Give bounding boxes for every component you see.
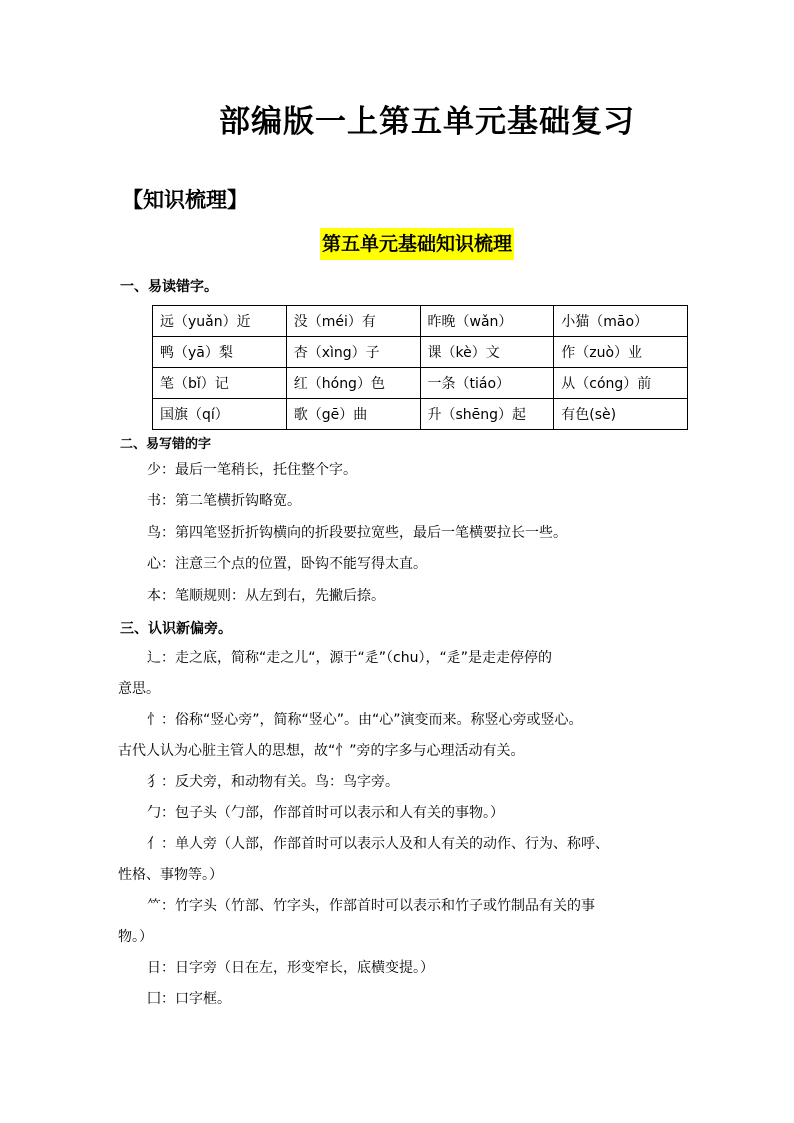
rule-item: 少：最后一笔稍长，托住整个字。 — [147, 462, 357, 478]
table-cell: 课（kè）文 — [420, 337, 554, 368]
table-row — [153, 399, 688, 430]
table-cell: 从（cóng）前 — [554, 368, 688, 399]
rule-item: 鸟：第四笔竖折折钩横向的折段要拉宽些，最后一笔横要拉长一些。 — [147, 525, 567, 541]
table-cell: 有色(sè) — [554, 399, 688, 430]
table-cell: 笔（bǐ）记 — [153, 368, 287, 399]
page-title: 部编版一上第五单元基础复习 — [219, 104, 635, 140]
table-cell: 杏（xìng）子 — [286, 337, 420, 368]
radical-line: 物。） — [118, 929, 153, 945]
rule-item: 心：注意三个点的位置，卧钩不能写得太直。 — [147, 556, 427, 572]
table-cell: 小猫（māo） — [554, 306, 688, 337]
radical-line: 囗：口字框。 — [147, 991, 231, 1007]
highlight-heading-wrap — [0, 228, 794, 260]
radical-line: 勹：包子头（勹部，作部首时可以表示和人有关的事物。） — [147, 805, 504, 821]
radical-line: ⺮：竹字头（竹部、竹字头，作部首时可以表示和竹子或竹制品有关的事 — [147, 898, 595, 914]
radical-line: 犭：反犬旁，和动物有关。鸟：鸟字旁。 — [147, 774, 399, 790]
radical-line: 亻：单人旁（人部，作部首时可以表示人及和人有关的动作、行为、称呼、 — [147, 836, 609, 852]
radical-line: 忄：俗称“竖心旁”，简称“竖心”。由“心”演变而来。称竖心旁或竖心。 — [147, 712, 583, 728]
rule-item: 书：第二笔横折钩略宽。 — [147, 493, 301, 509]
radical-line: 性格、事物等。） — [118, 867, 223, 883]
part3-heading: 三、认识新偏旁。 — [120, 621, 232, 637]
table-cell: 昨晚（wǎn） — [420, 306, 554, 337]
table-cell: 歌（gē）曲 — [286, 399, 420, 430]
part2-heading: 二、易写错的字 — [120, 437, 212, 452]
radical-line: 辶：走之底，简称“走之儿“，源于“辵”（chu），“辵”是走走停停的 — [147, 650, 552, 666]
table-cell: 一条（tiáo） — [420, 368, 554, 399]
table-cell: 没（méi）有 — [286, 306, 420, 337]
rule-item: 本：笔顺规则：从左到右，先撇后捺。 — [147, 588, 385, 604]
table-cell: 红（hóng）色 — [286, 368, 420, 399]
table-row — [153, 306, 688, 337]
table-cell: 升（shēng）起 — [420, 399, 554, 430]
table-cell: 鸭（yā）梨 — [153, 337, 287, 368]
table-row — [153, 337, 688, 368]
section-tag: 【知识梳理】 — [122, 188, 248, 212]
table-cell: 国旗（qí） — [153, 399, 287, 430]
part1-heading: 一、易读错字。 — [120, 279, 218, 295]
radical-line: 古代人认为心脏主管人的思想，故“忄”旁的字多与心理活动有关。 — [118, 743, 525, 759]
pinyin-table — [152, 305, 688, 430]
radical-line: 日：日字旁（日在左，形变窄长，底横变提。） — [147, 960, 434, 976]
table-cell: 作（zuò）业 — [554, 337, 688, 368]
highlight-heading: 第五单元基础知识梳理 — [320, 228, 514, 260]
table-row — [153, 368, 688, 399]
radical-line: 意思。 — [118, 681, 160, 697]
table-cell: 远（yuǎn）近 — [153, 306, 287, 337]
